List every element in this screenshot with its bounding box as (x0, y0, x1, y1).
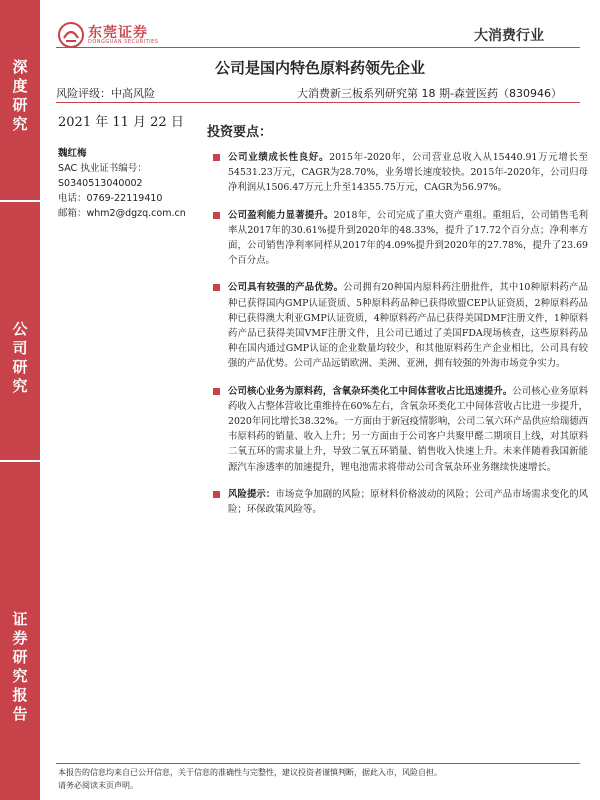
bullet-square-icon (213, 388, 220, 395)
logo-emblem-icon (58, 22, 84, 48)
bullet-square-icon (213, 154, 220, 161)
analyst-phone: 电话：0769-22119410 (58, 193, 163, 204)
key-point-text: 公司核心业务原料药收入占整体营收比重维持在60%左右，含氧杂环类化工中间体营收占比进一步提升，2020年同比增长38.32%。一方面由于新冠疫情影响，公司二氧六环产品供应给瑞德西韦原料药的销量、收入上升；另一方面由于公司客户共聚甲醛二期项目上线，对其原料二氧五环的需求量上升，导致二氧五环销量、销售收入快速上升。未来伴随着我国新能源汽车渗透率的加速提升，锂电池需求将带动公司含氧杂环业务继续快速增长。 (228, 385, 588, 473)
sidebar-char: 究 (12, 115, 28, 133)
sidebar-char: 报 (12, 686, 28, 704)
sidebar (0, 0, 40, 800)
key-point-item (212, 384, 588, 475)
logo-text-cn: 东莞证券 (88, 25, 148, 41)
footer-disclaimer: 本报告的信息均来自已公开信息，关于信息的准确性与完整性，建议投资者谨慎判断，据此入市，风险自担。 (58, 768, 442, 777)
key-points-title: 投资要点： (207, 125, 273, 140)
sidebar-char: 公 (12, 320, 28, 338)
key-point-item (212, 487, 588, 517)
key-point-lead: 公司具有较强的产品优势。 (228, 282, 344, 294)
footer (58, 766, 583, 792)
subheader-rule (56, 102, 580, 103)
sidebar-char: 研 (12, 648, 28, 666)
bullet-square-icon (213, 284, 220, 291)
sidebar-char: 深 (12, 58, 28, 76)
sidebar-char: 究 (12, 377, 28, 395)
key-point-lead: 公司核心业务为原料药，含氧杂环类化工中间体营收占比迅速提升。 (228, 385, 513, 397)
key-point-lead: 公司业绩成长性良好。 (228, 152, 330, 163)
analyst-email: 邮箱：whm2@dgzq.com.cn (58, 208, 186, 219)
sidebar-block-securities-report (0, 610, 40, 724)
key-point-item (212, 208, 588, 269)
sidebar-divider (0, 460, 40, 462)
industry-label: 大消费行业 (474, 28, 544, 44)
key-points-list (212, 150, 588, 529)
key-point-text: 2018年，公司完成了重大资产重组。重组后，公司销售毛利率从2017年的30.61%提升到2020年的48.33%，提升了17.72个百分点；净利率方面，公司销售净利率同样从2017年的4.09%提升到2020年的27.78%，提升了23.69个百分点。 (228, 209, 588, 267)
sidebar-char: 究 (12, 667, 28, 685)
key-point-lead: 公司盈利能力显著提升。 (228, 209, 334, 221)
key-point-text: 市场竞争加剧的风险；原材料价格波动的风险；公司产品市场需求变化的风险；环保政策风险等。 (228, 488, 588, 516)
key-point-lead: 风险提示： (228, 488, 276, 500)
sidebar-char: 告 (12, 705, 28, 723)
analyst-name: 魏红梅 (58, 148, 87, 159)
report-date: 2021 年 11 月 22 日 (58, 115, 184, 130)
sidebar-char: 券 (12, 629, 28, 647)
header-rule (56, 47, 580, 48)
key-point-item (212, 280, 588, 371)
sidebar-block-depth-research (0, 58, 40, 134)
footer-note: 请务必阅读末页声明。 (58, 781, 138, 790)
bullet-square-icon (213, 212, 220, 219)
key-point-text: 2015年-2020年，公司营业总收入从15440.91万元增长至54531.23万元，CAGR为28.70%，业务增长速度较快。2015年-2020年，公司归母净利润从1506.47万元上升至14355.75万元，CAGR为56.97%。 (228, 152, 588, 194)
sidebar-char: 度 (12, 77, 28, 95)
footer-rule (56, 763, 580, 764)
sidebar-char: 证 (12, 610, 28, 628)
risk-rating: 风险评级：中高风险 (56, 87, 155, 100)
series-label: 大消费新三板系列研究第 18 期-森萱医药（830946） (297, 87, 562, 100)
company-logo (58, 22, 168, 48)
sidebar-block-company-research (0, 320, 40, 396)
analyst-cert-no: S0340513040002 (58, 178, 143, 189)
sidebar-char: 司 (12, 339, 28, 357)
key-point-text: 公司拥有20种国内原料药注册批件，其中10种原料药产品种已获得国内GMP认证资质、5种原料药品种已获得欧盟CEP认证资质，2种原料药品种已获得澳大利亚GMP认证资质，4种原料药产品已获得美国DMF注册文件，1种原料药产品已获得美国VMF注册文件，且公司已通过了美国FDA现场核查，这些原料药品种在国内通过GMP认证的企业数量均较少，和其他原料药生产企业相比，公司具有较强的产品优势。公司产品远销欧洲、美洲、亚洲，拥有较强的外海市场竞争实力。 (228, 282, 588, 370)
logo-text-en: DONGGUAN SECURITIES (88, 39, 159, 45)
bullet-square-icon (213, 491, 220, 498)
report-title: 公司是国内特色原料药领先企业 (214, 59, 425, 77)
sidebar-divider (0, 200, 40, 202)
analyst-info (58, 146, 186, 221)
key-point-item (212, 150, 588, 196)
sidebar-char: 研 (12, 358, 28, 376)
analyst-cert-label: SAC 执业证书编号： (58, 163, 147, 174)
sidebar-char: 研 (12, 96, 28, 114)
